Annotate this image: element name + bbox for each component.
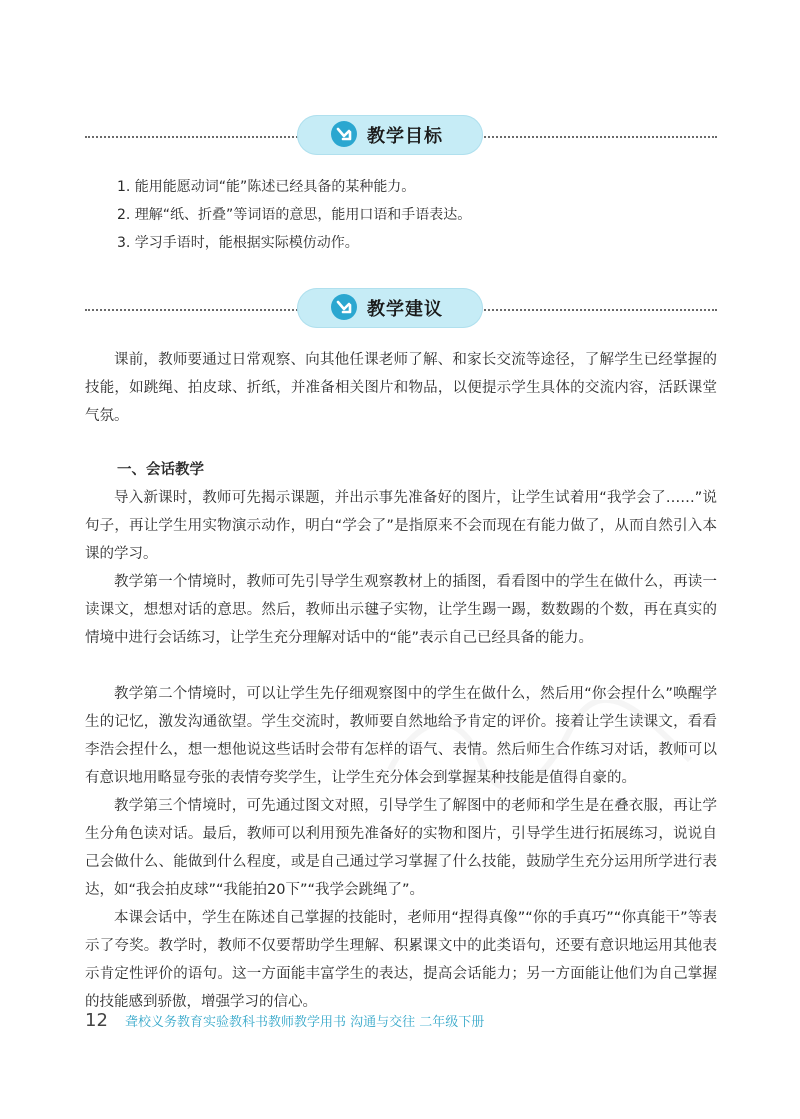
body-paragraph: 导入新课时，教师可先揭示课题，并出示事先准备好的图片，让学生试着用“我学会了……”说句子，再让学生用实物演示动作，明白“学会了”是指原来不会而现在有能力做了，从而自然引入本课的学习。 <box>85 490 717 562</box>
intro-paragraph: 课前，教师要通过日常观察、向其他任课老师了解、和家长交流等途径，了解学生已经掌握的技能，如跳绳、拍皮球、折纸，并准备相关图片和物品，以便提示学生具体的交流内容，活跃课堂气氛。 <box>85 352 717 424</box>
page-footer <box>85 1010 484 1034</box>
section-header-suggestions <box>85 288 717 332</box>
page-number: 12 <box>85 1010 108 1031</box>
subheading: 一、会话教学 <box>117 462 204 478</box>
book-title: 聋校义务教育实验教科书教师教学用书 沟通与交往 二年级下册 <box>125 1015 485 1030</box>
arrow-circle-icon <box>331 294 357 320</box>
goal-item: 3. 学习手语时，能根据实际模仿动作。 <box>117 235 359 251</box>
section-pill <box>297 115 483 155</box>
section-pill <box>297 288 483 328</box>
goal-item: 1. 能用能愿动词“能”陈述已经具备的某种能力。 <box>117 179 416 195</box>
section-title: 教学目标 <box>367 126 443 147</box>
body-paragraph: 教学第三个情境时，可先通过图文对照，引导学生了解图中的老师和学生是在叠衣服，再让学生分角色读对话。最后，教师可以利用预先准备好的实物和图片，引导学生进行拓展练习，说说自己会做什么、能做到什么程度，或是自己通过学习掌握了什么技能，鼓励学生充分运用所学进行表达，如“我会拍皮球”“我能拍20下”“我学会跳绳了”。 <box>85 798 717 898</box>
body-paragraph: 教学第一个情境时，教师可先引导学生观察教材上的插图，看看图中的学生在做什么，再读一读课文，想想对话的意思。然后，教师出示毽子实物，让学生踢一踢，数数踢的个数，再在真实的情境中进行会话练习，让学生充分理解对话中的“能”表示自己已经具备的能力。 <box>85 574 717 646</box>
body-paragraph: 教学第二个情境时，可以让学生先仔细观察图中的学生在做什么，然后用“你会捏什么”唤醒学生的记忆，激发沟通欲望。学生交流时，教师要自然地给予肯定的评价。接着让学生读课文，看看李浩会捏什么，想一想他说这些话时会带有怎样的语气、表情。然后师生合作练习对话，教师可以有意识地用略显夸张的表情夸奖学生，让学生充分体会到掌握某种技能是值得自豪的。 <box>85 686 717 786</box>
watermark-logo <box>380 700 700 790</box>
goals-list <box>117 173 717 257</box>
body-paragraph: 本课会话中，学生在陈述自己掌握的技能时，老师用“捏得真像”“你的手真巧”“你真能干”等表示了夸奖。教学时，教师不仅要帮助学生理解、积累课文中的此类语句，还要有意识地运用其他表示肯定性评价的语句。这一方面能丰富学生的表达，提高会话能力；另一方面能让他们为自己掌握的技能感到骄傲，增强学习的信心。 <box>85 910 717 1010</box>
arrow-circle-icon <box>331 121 357 147</box>
goal-item: 2. 理解“纸、折叠”等词语的意思，能用口语和手语表达。 <box>117 207 472 223</box>
section-header-goals <box>85 115 717 159</box>
section-title: 教学建议 <box>367 299 443 320</box>
